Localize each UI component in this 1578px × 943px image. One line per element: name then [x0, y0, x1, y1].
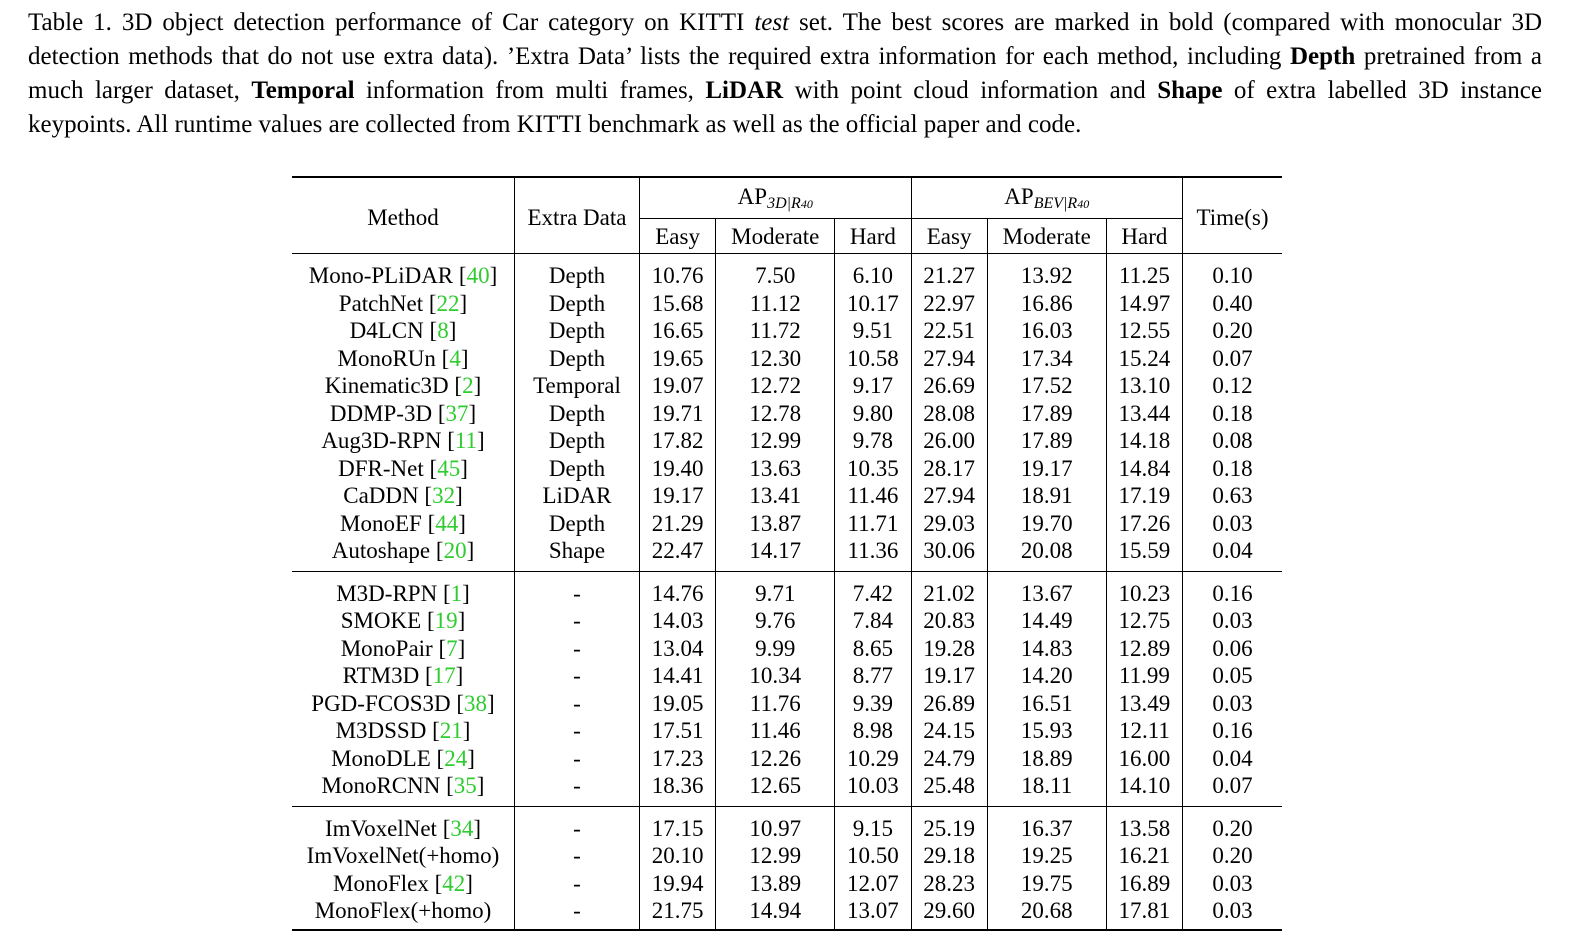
method-name: MonoRCNN [35] [292, 772, 515, 806]
ap3d-easy-cell: 17.51 [640, 717, 716, 745]
method-name: Kinematic3D [2] [292, 372, 515, 400]
citation-link[interactable]: 11 [454, 428, 478, 454]
ap3d-moderate-cell: 10.97 [716, 806, 835, 842]
table-row [292, 455, 1282, 483]
apbev-moderate-cell: 16.51 [987, 690, 1106, 718]
ap3d-easy-cell: 14.03 [640, 607, 716, 635]
apbev-hard-cell: 17.19 [1106, 482, 1182, 510]
citation-link[interactable]: 45 [437, 455, 461, 481]
apbev-moderate-cell: 16.86 [987, 290, 1106, 318]
apbev-easy-cell: 22.97 [911, 290, 987, 318]
ap3d-easy-cell: 16.65 [640, 317, 716, 345]
apbev-moderate-cell: 13.67 [987, 571, 1106, 607]
time-cell: 0.08 [1212, 428, 1253, 454]
header-apbev-moderate: Moderate [987, 219, 1106, 254]
citation-link[interactable]: 40 [466, 263, 490, 289]
citation-link[interactable]: 34 [450, 815, 474, 841]
header-apbev: $AP_{BEV|R40}$ [911, 177, 1183, 219]
ap3d-hard-cell: 13.07 [835, 897, 911, 930]
ap3d-easy-cell: 14.41 [640, 662, 716, 690]
ap3d-moderate-cell: 9.71 [716, 571, 835, 607]
time-cell: 0.07 [1212, 345, 1253, 371]
ap3d-hard-cell: 7.84 [835, 607, 911, 635]
ap3d-moderate-cell: 11.72 [716, 317, 835, 345]
table-row [292, 427, 1282, 455]
apbev-easy-cell: 26.69 [911, 372, 987, 400]
ap3d-easy-cell: 15.68 [640, 290, 716, 318]
apbev-moderate-cell: 17.89 [987, 427, 1106, 455]
method-name: PGD-FCOS3D [38] [292, 690, 515, 718]
citation-link[interactable]: 7 [446, 635, 458, 661]
method-name: ImVoxelNet [34] [292, 806, 515, 842]
ap3d-hard-cell: 7.42 [835, 571, 911, 607]
ap3d-hard-cell: 9.78 [835, 427, 911, 455]
ap3d-easy-cell: 18.36 [640, 772, 716, 806]
apbev-easy-cell: 19.28 [911, 635, 987, 663]
time-cell: 0.03 [1212, 608, 1253, 634]
ap3d-moderate-cell: 12.26 [716, 745, 835, 773]
ap3d-easy-cell: 17.82 [640, 427, 716, 455]
extra-data-cell: Depth [515, 254, 640, 290]
ap3d-hard-cell: 9.15 [835, 806, 911, 842]
apbev-easy-cell: 27.94 [911, 345, 987, 373]
ap3d-hard-cell: 11.71 [835, 510, 911, 538]
apbev-moderate-cell: 19.17 [987, 455, 1106, 483]
table-row [292, 662, 1282, 690]
apbev-hard-cell: 14.84 [1106, 455, 1182, 483]
apbev-hard-cell: 15.24 [1106, 345, 1182, 373]
header-ap3d-easy: Easy [640, 219, 716, 254]
extra-data-cell: Shape [515, 537, 640, 571]
citation-link[interactable]: 37 [445, 400, 469, 426]
apbev-easy-cell: 26.00 [911, 427, 987, 455]
time-cell: 0.07 [1212, 773, 1253, 799]
ap3d-moderate-cell: 13.87 [716, 510, 835, 538]
ap3d-hard-cell: 10.29 [835, 745, 911, 773]
apbev-moderate-cell: 17.52 [987, 372, 1106, 400]
group-monocular-methods [292, 571, 1282, 806]
apbev-hard-cell: 13.10 [1106, 372, 1182, 400]
apbev-hard-cell: 13.58 [1106, 806, 1182, 842]
ap3d-hard-cell: 9.39 [835, 690, 911, 718]
table-row [292, 635, 1282, 663]
table-row [292, 717, 1282, 745]
header-ap3d: $AP_{3D|R40}$ [640, 177, 912, 219]
time-cell: 0.20 [1183, 806, 1283, 842]
ap3d-easy-cell: 19.71 [640, 400, 716, 428]
header-method: Method [292, 177, 515, 254]
apbev-hard-cell: 12.89 [1106, 635, 1182, 663]
apbev-easy-cell: 25.19 [911, 806, 987, 842]
apbev-moderate-cell: 13.92 [987, 254, 1106, 290]
time-cell: 0.40 [1212, 290, 1253, 316]
ap3d-easy-cell: 19.17 [640, 482, 716, 510]
time-cell: 0.16 [1183, 571, 1283, 607]
apbev-moderate-cell: 17.34 [987, 345, 1106, 373]
ap3d-easy-cell: 21.75 [640, 897, 716, 930]
citation-link[interactable]: 44 [435, 510, 459, 536]
apbev-moderate-cell: 14.20 [987, 662, 1106, 690]
apbev-moderate-cell: 19.75 [987, 870, 1106, 898]
time-cell: 0.03 [1183, 897, 1283, 930]
apbev-hard-cell: 13.44 [1106, 400, 1182, 428]
apbev-hard-cell: 17.26 [1106, 510, 1182, 538]
extra-data-cell: Depth [515, 345, 640, 373]
ap3d-hard-cell: 10.35 [835, 455, 911, 483]
apbev-hard-cell: 14.18 [1106, 427, 1182, 455]
method-name: Autoshape [20] [292, 537, 515, 571]
apbev-easy-cell: 29.60 [911, 897, 987, 930]
ap3d-easy-cell: 10.76 [640, 254, 716, 290]
apbev-moderate-cell: 16.37 [987, 806, 1106, 842]
ap3d-hard-cell: 11.36 [835, 537, 911, 571]
method-name: MonoFlex(+homo) [292, 897, 515, 930]
ap3d-hard-cell: 9.80 [835, 400, 911, 428]
table-row [292, 690, 1282, 718]
ap3d-moderate-cell: 10.34 [716, 662, 835, 690]
apbev-easy-cell: 25.48 [911, 772, 987, 806]
group-extra-data-methods [292, 254, 1282, 572]
table-row [292, 510, 1282, 538]
citation-link[interactable]: 2 [462, 373, 474, 399]
table-row [292, 345, 1282, 373]
ap3d-moderate-cell: 12.30 [716, 345, 835, 373]
table-row [292, 607, 1282, 635]
ap3d-moderate-cell: 11.12 [716, 290, 835, 318]
apbev-moderate-cell: 14.83 [987, 635, 1106, 663]
table-row [292, 537, 1282, 571]
table-row [292, 571, 1282, 607]
ap3d-hard-cell: 12.07 [835, 870, 911, 898]
apbev-hard-cell: 10.23 [1106, 571, 1182, 607]
extra-data-cell: Depth [515, 317, 640, 345]
extra-data-cell: - [515, 842, 640, 870]
time-cell: 0.06 [1212, 635, 1253, 661]
method-name: MonoPair [7] [292, 635, 515, 663]
time-cell: 0.63 [1212, 483, 1253, 509]
table-row [292, 290, 1282, 318]
apbev-easy-cell: 27.94 [911, 482, 987, 510]
citation-link[interactable]: 24 [444, 745, 468, 771]
apbev-moderate-cell: 15.93 [987, 717, 1106, 745]
extra-data-cell: - [515, 897, 640, 930]
method-name: ImVoxelNet(+homo) [292, 842, 515, 870]
ap3d-hard-cell: 6.10 [835, 254, 911, 290]
table-row [292, 897, 1282, 930]
ap3d-easy-cell: 20.10 [640, 842, 716, 870]
method-name: SMOKE [19] [292, 607, 515, 635]
extra-data-cell: Depth [515, 427, 640, 455]
ap3d-easy-cell: 19.65 [640, 345, 716, 373]
apbev-hard-cell: 14.97 [1106, 290, 1182, 318]
ap3d-moderate-cell: 11.46 [716, 717, 835, 745]
extra-data-cell: Depth [515, 510, 640, 538]
apbev-hard-cell: 12.55 [1106, 317, 1182, 345]
ap3d-hard-cell: 8.98 [835, 717, 911, 745]
time-cell: 0.20 [1212, 843, 1253, 869]
ap3d-easy-cell: 13.04 [640, 635, 716, 663]
ap3d-easy-cell: 21.29 [640, 510, 716, 538]
apbev-moderate-cell: 19.70 [987, 510, 1106, 538]
apbev-moderate-cell: 16.03 [987, 317, 1106, 345]
table-row [292, 870, 1282, 898]
citation-link[interactable]: 17 [432, 663, 456, 689]
apbev-moderate-cell: 14.49 [987, 607, 1106, 635]
citation-link[interactable]: 42 [442, 870, 466, 896]
ap3d-moderate-cell: 12.72 [716, 372, 835, 400]
time-cell: 0.04 [1212, 745, 1253, 771]
extra-data-cell: - [515, 806, 640, 842]
method-name: MonoDLE [24] [292, 745, 515, 773]
method-name: DDMP-3D [37] [292, 400, 515, 428]
method-name: Aug3D-RPN [11] [292, 427, 515, 455]
extra-data-cell: - [515, 635, 640, 663]
apbev-hard-cell: 11.99 [1106, 662, 1182, 690]
table-row [292, 772, 1282, 806]
extra-data-cell: Temporal [515, 372, 640, 400]
table-caption: Table 1. 3D object detection performance of Car category on KITTI test set. The best scores are marked in bold (compared with monocular 3D detection methods that do not use extra data). ’Extra Data’ lists the required extra information for each method, including Depth pretrained from a much larger dataset, Temporal information from multi frames, LiDAR with point cloud information and Shape of extra labelled 3D instance keypoints. All runtime values are collected from KITTI benchmark as well as the official paper and code. [28, 9, 1542, 138]
ap3d-moderate-cell: 14.94 [716, 897, 835, 930]
ap3d-hard-cell: 10.58 [835, 345, 911, 373]
citation-link[interactable]: 19 [434, 608, 458, 634]
apbev-moderate-cell: 20.08 [987, 537, 1106, 571]
ap3d-hard-cell: 8.65 [835, 635, 911, 663]
citation-link[interactable]: 20 [443, 538, 467, 564]
time-cell: 0.03 [1212, 870, 1253, 896]
apbev-hard-cell: 17.81 [1106, 897, 1182, 930]
table-row [292, 806, 1282, 842]
citation-link[interactable]: 21 [439, 718, 463, 744]
extra-data-cell: - [515, 745, 640, 773]
time-cell: 0.12 [1212, 373, 1253, 399]
ap3d-moderate-cell: 12.99 [716, 427, 835, 455]
table-row [292, 254, 1282, 290]
apbev-hard-cell: 14.10 [1106, 772, 1182, 806]
ap3d-moderate-cell: 12.65 [716, 772, 835, 806]
apbev-hard-cell: 16.21 [1106, 842, 1182, 870]
apbev-moderate-cell: 20.68 [987, 897, 1106, 930]
ap3d-easy-cell: 19.07 [640, 372, 716, 400]
extra-data-cell: - [515, 870, 640, 898]
citation-link[interactable]: 22 [436, 290, 460, 316]
table-header [292, 177, 1282, 254]
time-cell: 0.18 [1212, 455, 1253, 481]
ap3d-easy-cell: 14.76 [640, 571, 716, 607]
apbev-easy-cell: 20.83 [911, 607, 987, 635]
extra-data-cell: LiDAR [515, 482, 640, 510]
method-name: M3D-RPN [1] [292, 571, 515, 607]
extra-data-cell: - [515, 690, 640, 718]
ap3d-moderate-cell: 11.76 [716, 690, 835, 718]
apbev-easy-cell: 24.15 [911, 717, 987, 745]
header-apbev-hard: Hard [1106, 219, 1182, 254]
citation-link[interactable]: 32 [432, 483, 456, 509]
apbev-easy-cell: 29.18 [911, 842, 987, 870]
ap3d-hard-cell: 10.17 [835, 290, 911, 318]
ap3d-easy-cell: 17.23 [640, 745, 716, 773]
ap3d-moderate-cell: 9.99 [716, 635, 835, 663]
citation-link[interactable]: 1 [450, 580, 463, 606]
ap3d-hard-cell: 9.17 [835, 372, 911, 400]
time-cell: 0.20 [1212, 318, 1253, 344]
citation-link[interactable]: 4 [449, 345, 461, 371]
group-homography-methods [292, 806, 1282, 930]
table-row [292, 482, 1282, 510]
method-name: PatchNet [22] [292, 290, 515, 318]
apbev-moderate-cell: 18.11 [987, 772, 1106, 806]
apbev-hard-cell: 16.00 [1106, 745, 1182, 773]
ap3d-moderate-cell: 7.50 [716, 254, 835, 290]
ap3d-moderate-cell: 9.76 [716, 607, 835, 635]
ap3d-moderate-cell: 13.89 [716, 870, 835, 898]
time-cell: 0.03 [1212, 510, 1253, 536]
apbev-hard-cell: 12.75 [1106, 607, 1182, 635]
method-name: Mono-PLiDAR [40] [292, 254, 515, 290]
apbev-easy-cell: 28.08 [911, 400, 987, 428]
method-name: MonoRUn [4] [292, 345, 515, 373]
ap3d-hard-cell: 11.46 [835, 482, 911, 510]
ap3d-hard-cell: 8.77 [835, 662, 911, 690]
apbev-easy-cell: 26.89 [911, 690, 987, 718]
apbev-easy-cell: 21.27 [911, 254, 987, 290]
table-row [292, 372, 1282, 400]
table-row [292, 317, 1282, 345]
ap3d-easy-cell: 19.40 [640, 455, 716, 483]
ap3d-easy-cell: 19.05 [640, 690, 716, 718]
citation-link[interactable]: 38 [464, 690, 488, 716]
method-name: MonoEF [44] [292, 510, 515, 538]
ap3d-moderate-cell: 12.99 [716, 842, 835, 870]
time-cell: 0.04 [1212, 538, 1253, 564]
apbev-easy-cell: 28.17 [911, 455, 987, 483]
method-name: MonoFlex [42] [292, 870, 515, 898]
citation-link[interactable]: 35 [453, 773, 477, 799]
extra-data-cell: - [515, 571, 640, 607]
ap3d-hard-cell: 10.50 [835, 842, 911, 870]
ap3d-moderate-cell: 12.78 [716, 400, 835, 428]
extra-data-cell: - [515, 662, 640, 690]
time-cell: 0.16 [1212, 718, 1253, 744]
extra-data-cell: Depth [515, 455, 640, 483]
apbev-easy-cell: 29.03 [911, 510, 987, 538]
ap3d-hard-cell: 10.03 [835, 772, 911, 806]
apbev-hard-cell: 16.89 [1106, 870, 1182, 898]
ap3d-moderate-cell: 14.17 [716, 537, 835, 571]
apbev-hard-cell: 11.25 [1106, 254, 1182, 290]
ap3d-hard-cell: 9.51 [835, 317, 911, 345]
ap3d-moderate-cell: 13.63 [716, 455, 835, 483]
ap3d-easy-cell: 17.15 [640, 806, 716, 842]
table-row [292, 745, 1282, 773]
method-name: CaDDN [32] [292, 482, 515, 510]
time-cell: 0.18 [1212, 400, 1253, 426]
apbev-moderate-cell: 18.91 [987, 482, 1106, 510]
time-cell: 0.05 [1212, 663, 1253, 689]
apbev-easy-cell: 28.23 [911, 870, 987, 898]
extra-data-cell: - [515, 772, 640, 806]
citation-link[interactable]: 8 [437, 318, 449, 344]
method-name: D4LCN [8] [292, 317, 515, 345]
ap3d-easy-cell: 22.47 [640, 537, 716, 571]
table-row [292, 400, 1282, 428]
method-name: RTM3D [17] [292, 662, 515, 690]
apbev-easy-cell: 21.02 [911, 571, 987, 607]
extra-data-cell: - [515, 607, 640, 635]
header-ap3d-hard: Hard [835, 219, 911, 254]
apbev-moderate-cell: 19.25 [987, 842, 1106, 870]
apbev-easy-cell: 30.06 [911, 537, 987, 571]
apbev-easy-cell: 24.79 [911, 745, 987, 773]
ap3d-moderate-cell: 13.41 [716, 482, 835, 510]
header-extra-data: Extra Data [515, 177, 640, 254]
header-apbev-easy: Easy [911, 219, 987, 254]
apbev-hard-cell: 13.49 [1106, 690, 1182, 718]
method-name: DFR-Net [45] [292, 455, 515, 483]
extra-data-cell: Depth [515, 400, 640, 428]
results-table [292, 176, 1282, 931]
apbev-moderate-cell: 18.89 [987, 745, 1106, 773]
extra-data-cell: Depth [515, 290, 640, 318]
apbev-hard-cell: 15.59 [1106, 537, 1182, 571]
table-row [292, 842, 1282, 870]
header-time: Time(s) [1196, 205, 1269, 230]
extra-data-cell: - [515, 717, 640, 745]
apbev-easy-cell: 22.51 [911, 317, 987, 345]
time-cell: 0.10 [1212, 263, 1253, 289]
method-name: M3DSSD [21] [292, 717, 515, 745]
ap3d-easy-cell: 19.94 [640, 870, 716, 898]
apbev-easy-cell: 19.17 [911, 662, 987, 690]
apbev-hard-cell: 12.11 [1106, 717, 1182, 745]
header-ap3d-moderate: Moderate [716, 219, 835, 254]
time-cell: 0.03 [1212, 690, 1253, 716]
apbev-moderate-cell: 17.89 [987, 400, 1106, 428]
